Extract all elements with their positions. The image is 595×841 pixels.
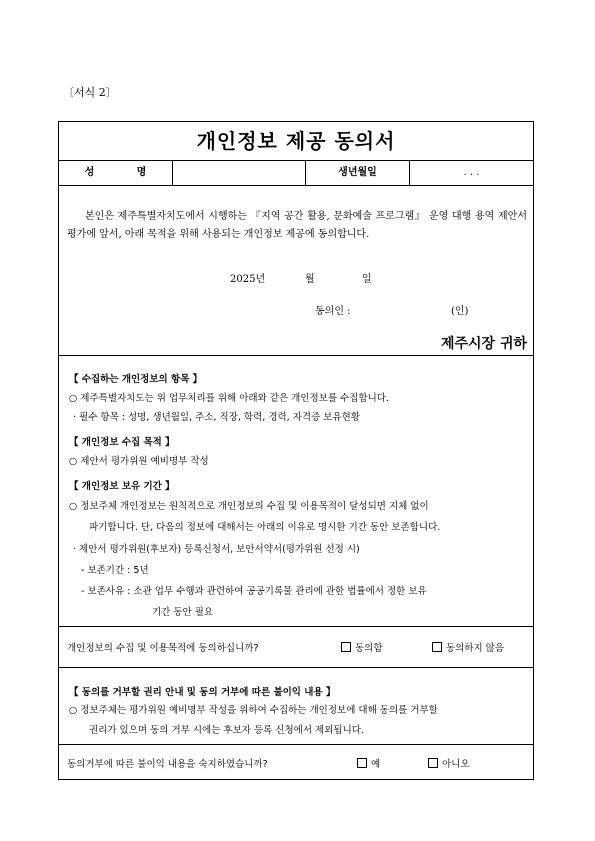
refusal-question: 동의거부에 따른 불이익 내용을 숙지하였습니까? <box>67 759 268 770</box>
retention-line-1: ○ 정보주체 개인정보는 원칙적으로 개인정보의 수집 및 이용목적이 달성되면 지체 없이 <box>69 501 429 512</box>
date-month: 월 <box>305 274 315 285</box>
collect-items-heading: 【 수집하는 개인정보의 항목 】 <box>69 374 203 385</box>
yes-label: 예 <box>371 759 381 770</box>
no-checkbox[interactable] <box>428 756 470 770</box>
collect-items-line-2: · 필수 항목 : 성명, 생년월일, 주소, 직장, 학력, 경력, 자격증 보유현황 <box>73 412 360 423</box>
consent-statement <box>67 208 527 244</box>
checkbox-box[interactable] <box>341 642 351 652</box>
retention-line-4: - 보존기간 : 5년 <box>81 565 149 576</box>
section-divider <box>59 355 533 356</box>
section-divider <box>59 626 533 627</box>
refusal-line-2: 권리가 있으며 동의 거부 시에는 후보자 등록 신청에서 제외됩니다. <box>89 725 364 736</box>
checkbox-box[interactable] <box>432 642 442 652</box>
form-title: 개인정보 제공 동의서 <box>59 122 533 161</box>
name-label <box>59 161 173 185</box>
form-label: 〔서식 2〕 <box>63 86 117 99</box>
birthdate-label: 생년월일 <box>306 161 410 185</box>
section-divider <box>59 667 533 668</box>
refusal-line-1: ○ 정보주체는 평가위원 예비명부 작성을 위하여 수집하는 개인정보에 대해 동의를 거부할 <box>69 705 438 716</box>
birthdate-field[interactable]: . . . <box>463 167 480 178</box>
signer-label: 동의인 : <box>315 306 351 317</box>
name-field[interactable] <box>173 161 306 185</box>
no-label: 아니오 <box>442 759 470 770</box>
seal-mark: (인) <box>451 306 469 317</box>
retention-line-6: 기간 동안 필요 <box>152 607 214 618</box>
purpose-heading: 【 개인정보 수집 목적 】 <box>69 437 175 448</box>
collect-items-line-1: ○ 제주특별자치도는 위 업무처리를 위해 아래와 같은 개인정보를 수집합니다. <box>69 393 389 404</box>
date-day: 일 <box>362 274 372 285</box>
name-label-second: 명 <box>136 167 147 178</box>
refusal-heading: 【 동의를 거부할 권리 안내 및 동의 거부에 따른 불이익 내용 】 <box>69 687 336 698</box>
yes-checkbox[interactable] <box>357 756 380 770</box>
disagree-checkbox[interactable] <box>432 640 504 654</box>
personal-info-row <box>59 161 533 186</box>
purpose-line-1: ○ 제안서 평가위원 예비명부 작성 <box>69 456 209 467</box>
checkbox-box[interactable] <box>428 758 438 768</box>
name-label-first: 성 <box>84 167 95 178</box>
section-divider <box>59 744 533 745</box>
checkbox-box[interactable] <box>357 758 367 768</box>
consent-text: 본인은 제주특별자치도에서 시행하는 『지역 공간 활용, 문화예술 프로그램』 운영 대행 용역 제안서 평가에 앞서, 아래 목적을 위해 사용되는 개인정보 제공에 동의합니다. <box>67 211 527 240</box>
consent-form <box>58 121 534 780</box>
agree-label: 동의함 <box>355 643 383 654</box>
retention-line-3: · 제안서 평가위원(후보자) 등록신청서, 보안서약서(평가위원 선정 시) <box>73 544 360 555</box>
addressee: 제주시장 귀하 <box>440 336 527 352</box>
retention-line-5: - 보존사유 : 소관 업무 수행과 관련하여 공공기록물 관리에 관한 법률에서 정한 보유 <box>81 586 427 597</box>
date-year: 2025년 <box>230 274 266 285</box>
retention-heading: 【 개인정보 보유 기간 】 <box>69 481 175 492</box>
consent-question: 개인정보의 수집 및 이용목적에 동의하십니까? <box>67 643 259 654</box>
disagree-label: 동의하지 않음 <box>446 643 505 654</box>
agree-checkbox[interactable] <box>341 640 383 654</box>
retention-line-2: 파기합니다. 단, 다음의 정보에 대해서는 아래의 이유로 명시한 기간 동안 보존합니다. <box>89 522 441 533</box>
